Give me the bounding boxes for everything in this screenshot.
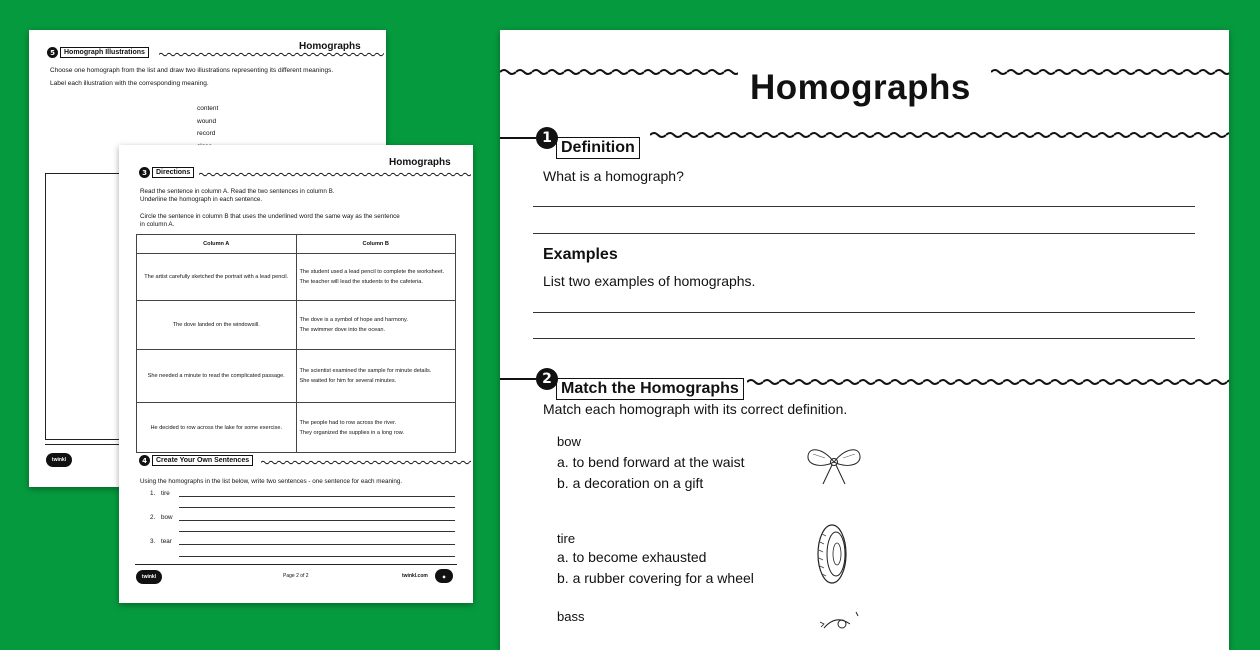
column-a-cell: She needed a minute to read the complicated passage. — [137, 350, 297, 403]
sentence-option: The teacher will lead the students to the cafeteria. — [299, 279, 423, 285]
item-number: 3. — [150, 538, 156, 545]
match-prompt: Match each homograph with its correct definition. — [543, 401, 848, 417]
section-label: Homograph Illustrations — [60, 47, 149, 58]
twinkl-badge-icon: ◆ — [435, 569, 453, 583]
section-label: Directions — [152, 167, 194, 178]
column-a-cell: He decided to row across the lake for some exercise. — [137, 403, 297, 453]
bow-ribbon-icon — [805, 442, 863, 488]
examples-prompt: List two examples of homographs. — [543, 273, 756, 289]
examples-heading: Examples — [543, 246, 618, 263]
instruction-text: Label each illustration with the corresponding meaning. — [50, 80, 209, 87]
homograph-table — [136, 234, 456, 453]
answer-line — [179, 556, 455, 557]
answer-line — [179, 496, 455, 497]
answer-line[interactable] — [533, 206, 1195, 207]
wavy-divider — [991, 68, 1229, 76]
item-word: bow — [161, 514, 173, 521]
item-number: 2. — [150, 514, 156, 521]
sentence-option: The dove is a symbol of hope and harmony. — [299, 317, 408, 323]
wavy-divider — [159, 52, 384, 57]
column-a-cell: The artist carefully sketched the portrait with a lead pencil. — [137, 254, 297, 301]
item-number: 1. — [150, 490, 156, 497]
direction-text: Underline the homograph in each sentence. — [140, 196, 263, 203]
section-number: 3 — [139, 167, 150, 178]
item-word: tire — [161, 490, 170, 497]
answer-line[interactable] — [533, 312, 1195, 313]
homograph-word: bass — [557, 609, 585, 624]
footer-rule — [135, 564, 457, 565]
section-header-definition — [500, 117, 640, 159]
question-text: What is a homograph? — [543, 168, 684, 184]
direction-text: Circle the sentence in column B that uses the underlined word the same way as the sentence — [140, 213, 400, 220]
wavy-divider — [500, 68, 738, 76]
page-title: Homographs — [750, 68, 971, 107]
answer-line[interactable] — [533, 233, 1195, 234]
definition-option: b. a decoration on a gift — [557, 475, 704, 491]
sentence-option: She waited for him for several minutes. — [299, 378, 397, 384]
instruction-text: Choose one homograph from the list and draw two illustrations representing its different meanings. — [50, 67, 334, 74]
answer-line[interactable] — [533, 338, 1195, 339]
column-b-cell — [296, 350, 456, 403]
table-row — [137, 403, 456, 453]
word-list-item: content — [197, 105, 219, 112]
column-b-cell — [296, 403, 456, 453]
section-header — [47, 47, 149, 58]
sentence-option: The swimmer dove into the ocean. — [299, 327, 386, 333]
table-header-row — [137, 235, 456, 254]
answer-line — [179, 531, 455, 532]
page-title: Homographs — [389, 157, 451, 168]
section-label: Definition — [556, 137, 640, 159]
sentence-option: The student used a lead pencil to complete the worksheet. — [299, 269, 445, 275]
column-a-cell: The dove landed on the windowsill. — [137, 301, 297, 350]
column-header: Column B — [296, 235, 456, 254]
section-number: 4 — [139, 455, 150, 466]
worksheet-page-1 — [500, 30, 1229, 650]
section-number: 5 — [47, 47, 58, 58]
wavy-divider — [650, 131, 1229, 139]
column-b-cell — [296, 254, 456, 301]
section-label: Create Your Own Sentences — [152, 455, 253, 466]
tire-icon — [810, 522, 854, 586]
item-word: tear — [161, 538, 172, 545]
section-number: 1 — [536, 127, 558, 149]
section-number: 2 — [536, 368, 558, 390]
twinkl-logo: twinkl — [136, 570, 162, 584]
page-title: Homographs — [299, 41, 361, 52]
answer-line — [179, 507, 455, 508]
site-url: twinkl.com — [402, 573, 428, 579]
wavy-divider — [747, 378, 1229, 386]
definition-option: b. a rubber covering for a wheel — [557, 570, 754, 586]
instruction-text: Using the homographs in the list below, write two sentences - one sentence for each meaning. — [140, 478, 403, 485]
homograph-word: tire — [557, 531, 576, 546]
word-list-item: wound — [197, 118, 217, 125]
table-row — [137, 350, 456, 403]
wavy-divider — [199, 172, 471, 177]
table-row — [137, 301, 456, 350]
answer-line — [179, 520, 455, 521]
section-rule — [500, 378, 536, 380]
page-number: Page 2 of 2 — [283, 573, 309, 579]
worksheet-page-2 — [119, 145, 473, 603]
wavy-divider — [261, 460, 471, 465]
definition-option: a. to bend forward at the waist — [557, 454, 745, 470]
answer-line — [179, 544, 455, 545]
sentence-option: They organized the supplies in a long row. — [299, 429, 404, 436]
fish-icon — [816, 610, 860, 630]
section-header — [139, 167, 194, 178]
section-rule — [500, 137, 536, 139]
section-header-match — [500, 358, 744, 400]
direction-text: Read the sentence in column A. Read the two sentences in column B. — [140, 188, 335, 195]
section-label: Match the Homographs — [556, 378, 744, 400]
column-b-cell — [296, 301, 456, 350]
twinkl-logo: twinkl — [46, 453, 72, 467]
homograph-word: bow — [557, 434, 581, 449]
word-list-item: record — [197, 130, 216, 137]
direction-text: in column A. — [140, 221, 175, 228]
table-row — [137, 254, 456, 301]
sentence-option: The scientist examined the sample for minute details. — [299, 368, 432, 374]
sentence-option: The people had to row across the river. — [299, 419, 397, 426]
column-header: Column A — [137, 235, 297, 254]
section-header — [139, 455, 253, 466]
definition-option: a. to become exhausted — [557, 549, 707, 565]
